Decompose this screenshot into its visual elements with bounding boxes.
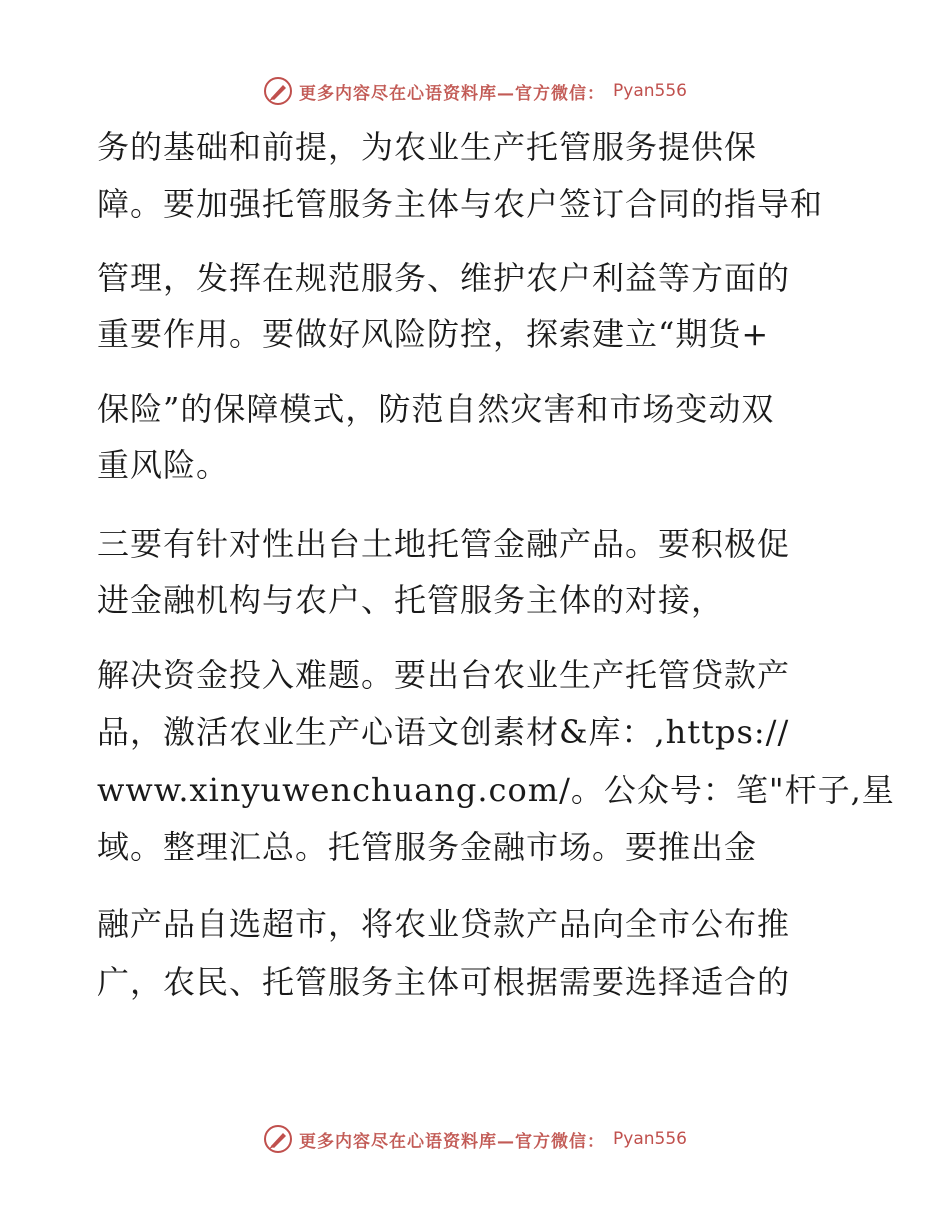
body-line: 重风险。: [97, 446, 230, 484]
body-line: 障。要加强托管服务主体与农户签订合同的指导和: [97, 185, 824, 223]
body-line: 解决资金投入难题。要出台农业生产托管贷款产: [97, 656, 791, 694]
footer-watermark: [0, 1124, 950, 1154]
watermark-text: 更多内容尽在心语资料库—官方微信：: [299, 1131, 606, 1152]
watermark-wechat-id: Pyan556: [613, 1129, 687, 1149]
watermark-wechat-id: Pyan556: [613, 81, 687, 101]
body-line: 管理，发挥在规范服务、维护农户利益等方面的: [97, 259, 791, 297]
body-line: 保险”的保障模式，防范自然灾害和市场变动双: [97, 390, 775, 428]
body-line: www.xinyuwenchuang.com/。公众号：笔"杆子,星: [97, 771, 895, 809]
body-line: 重要作用。要做好风险防控，探索建立“期货+: [97, 315, 770, 353]
watermark-text: 更多内容尽在心语资料库—官方微信：: [299, 83, 606, 104]
body-line: 域。整理汇总。托管服务金融市场。要推出金: [97, 828, 758, 866]
body-line: 广，农民、托管服务主体可根据需要选择适合的: [97, 963, 791, 1001]
quill-logo-icon: [263, 1124, 293, 1154]
body-line: 三要有针对性出台土地托管金融产品。要积极促: [97, 525, 791, 563]
body-line: 进金融机构与农户、托管服务主体的对接，: [97, 581, 725, 619]
body-line: 务的基础和前提，为农业生产托管服务提供保: [97, 128, 758, 166]
body-line: 融产品自选超市，将农业贷款产品向全市公布推: [97, 905, 791, 943]
body-line: 品，激活农业生产心语文创素材&库：,https://: [97, 713, 790, 751]
